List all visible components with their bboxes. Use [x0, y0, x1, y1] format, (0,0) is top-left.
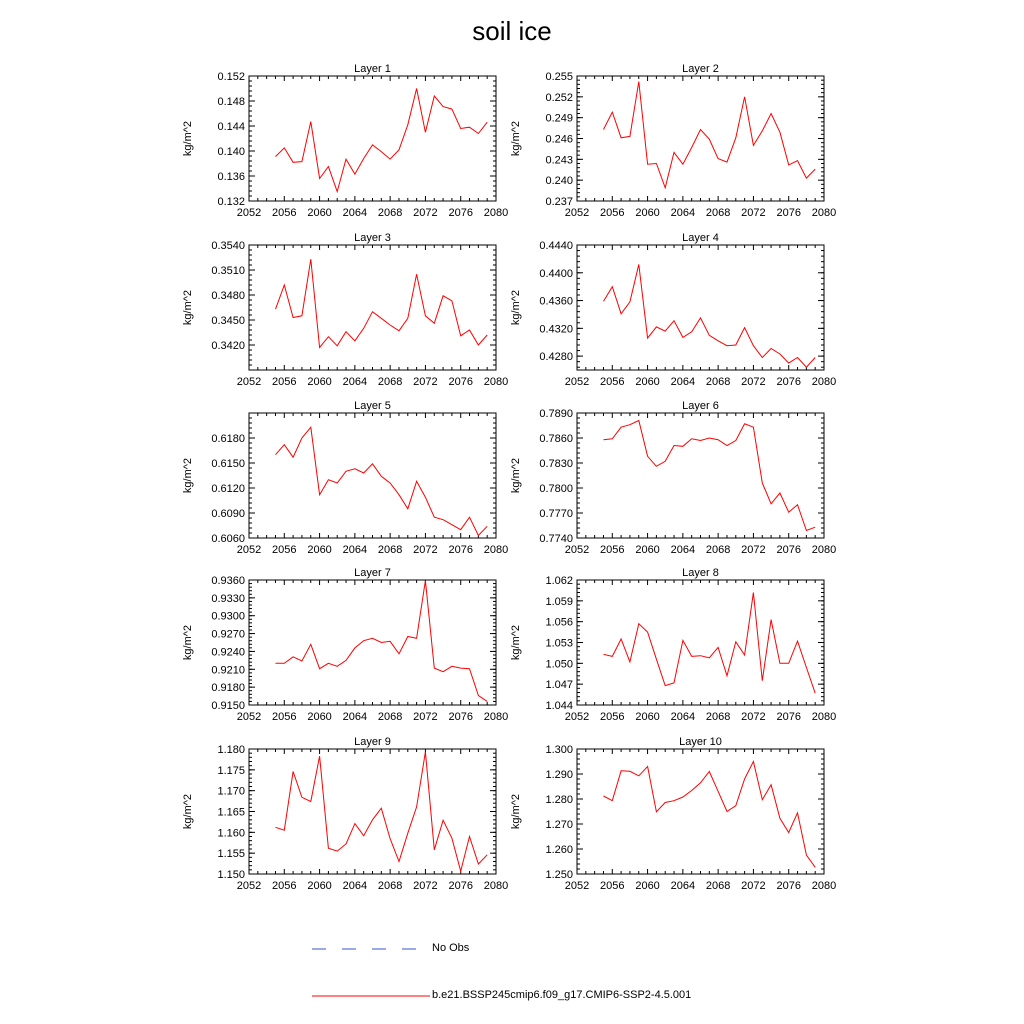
y-tick-label-10: 1.260 [545, 844, 573, 856]
plot-frame-2 [577, 76, 824, 201]
x-tick-label-6: 2052 [564, 544, 590, 556]
x-tick-label-4: 2072 [741, 376, 766, 388]
x-tick-label-3: 2080 [483, 376, 509, 388]
x-tick-label-4: 2068 [705, 376, 731, 388]
x-tick-label-8: 2060 [635, 711, 660, 723]
x-tick-label-5: 2080 [483, 544, 509, 556]
y-tick-label-2: 0.252 [545, 91, 573, 104]
y-tick-label-8: 1.056 [545, 616, 573, 629]
x-tick-label-2: 2052 [564, 207, 590, 219]
y-tick-label-7: 0.9150 [211, 700, 245, 712]
series-line-8 [604, 593, 816, 694]
y-tick-label-8: 1.053 [545, 637, 573, 650]
x-tick-label-6: 2064 [670, 544, 696, 556]
y-tick-label-8: 1.044 [545, 700, 573, 712]
chart-title-5: Layer 5 [354, 400, 391, 412]
y-tick-label-7: 0.9240 [211, 646, 245, 659]
y-axis-label-1: kg/m^2 [182, 120, 194, 157]
plot-frame-10 [577, 749, 824, 874]
y-tick-label-5: 0.6060 [211, 533, 245, 545]
series-line-4 [604, 264, 816, 367]
x-tick-label-6: 2060 [635, 544, 660, 556]
chart-title-3: Layer 3 [354, 232, 391, 244]
x-tick-label-2: 2064 [670, 207, 696, 219]
y-tick-label-8: 1.062 [545, 575, 573, 587]
chart-layer-3 [182, 232, 508, 388]
y-tick-label-7: 0.9360 [211, 575, 245, 587]
y-tick-label-9: 1.170 [217, 785, 245, 798]
y-axis-label-6: kg/m^2 [510, 457, 522, 494]
x-tick-label-1: 2060 [307, 207, 332, 219]
x-tick-label-1: 2080 [483, 207, 509, 219]
legend-item-no-obs [310, 940, 910, 960]
y-tick-label-2: 0.249 [545, 112, 573, 125]
x-tick-label-10: 2076 [776, 880, 801, 892]
x-tick-label-9: 2080 [483, 880, 509, 892]
x-tick-label-10: 2072 [741, 880, 766, 892]
x-tick-label-3: 2056 [272, 376, 297, 388]
y-tick-label-2: 0.237 [545, 196, 573, 208]
x-tick-label-3: 2068 [377, 376, 403, 388]
y-tick-label-5: 0.6150 [211, 458, 245, 470]
chart-layer-2 [510, 63, 836, 219]
legend-item-model [310, 987, 910, 1007]
x-tick-label-4: 2060 [635, 376, 660, 388]
plot-frame-9 [249, 749, 496, 874]
y-tick-label-6: 0.7800 [539, 483, 573, 495]
legend-label-model: b.e21.BSSP245cmip6.f09_g17.CMIP6-SSP2-4.5.001 [432, 989, 692, 1001]
x-tick-label-5: 2056 [272, 544, 297, 556]
y-tick-label-3: 0.3540 [211, 240, 245, 252]
chart-title-4: Layer 4 [682, 232, 719, 244]
x-tick-label-8: 2068 [705, 711, 731, 723]
series-line-9 [276, 752, 488, 871]
x-tick-label-6: 2068 [705, 544, 731, 556]
x-tick-label-6: 2076 [776, 544, 801, 556]
chart-layer-6 [510, 400, 836, 556]
x-tick-label-10: 2064 [670, 880, 696, 892]
y-axis-label-5: kg/m^2 [182, 457, 194, 494]
x-tick-label-9: 2056 [272, 880, 297, 892]
x-tick-label-7: 2056 [272, 711, 297, 723]
x-tick-label-9: 2076 [448, 880, 473, 892]
x-tick-label-10: 2080 [811, 880, 837, 892]
chart-layer-10 [510, 736, 836, 892]
y-tick-label-10: 1.300 [545, 744, 573, 756]
x-tick-label-1: 2052 [236, 207, 262, 219]
x-tick-label-2: 2056 [600, 207, 625, 219]
x-tick-label-6: 2072 [741, 544, 766, 556]
x-tick-label-8: 2076 [776, 711, 801, 723]
x-tick-label-8: 2080 [811, 711, 837, 723]
legend-solid-line-icon [310, 987, 430, 1007]
x-tick-label-7: 2080 [483, 711, 509, 723]
x-tick-label-9: 2072 [413, 880, 438, 892]
chart-title-1: Layer 1 [354, 63, 391, 75]
x-tick-label-4: 2076 [776, 376, 801, 388]
x-tick-label-9: 2064 [342, 880, 368, 892]
y-tick-label-10: 1.270 [545, 819, 573, 831]
y-axis-label-3: kg/m^2 [182, 289, 194, 326]
series-line-3 [276, 259, 488, 347]
chart-title-9: Layer 9 [354, 736, 391, 748]
x-tick-label-1: 2056 [272, 207, 297, 219]
x-tick-label-1: 2064 [342, 207, 368, 219]
y-tick-label-6: 0.7740 [539, 533, 573, 545]
y-tick-label-8: 1.047 [545, 679, 573, 692]
x-tick-label-5: 2060 [307, 544, 332, 556]
x-tick-label-6: 2080 [811, 544, 837, 556]
x-tick-label-1: 2072 [413, 207, 438, 219]
plot-frame-8 [577, 580, 824, 705]
series-line-7 [276, 581, 488, 702]
plot-frame-4 [577, 245, 824, 370]
y-tick-label-8: 1.059 [545, 595, 573, 608]
y-tick-label-2: 0.255 [545, 71, 573, 83]
y-tick-label-8: 1.050 [545, 658, 573, 671]
x-tick-label-3: 2064 [342, 376, 368, 388]
series-line-1 [276, 89, 488, 192]
x-tick-label-8: 2052 [564, 711, 590, 723]
y-axis-label-7: kg/m^2 [182, 624, 194, 661]
x-tick-label-7: 2076 [448, 711, 473, 723]
plot-frame-5 [249, 413, 496, 538]
y-tick-label-3: 0.3420 [211, 340, 245, 352]
y-tick-label-9: 1.155 [217, 848, 245, 861]
y-tick-label-2: 0.243 [545, 154, 573, 167]
legend-dashed-line-icon [310, 940, 430, 960]
y-tick-label-6: 0.7770 [539, 508, 573, 520]
y-tick-label-2: 0.246 [545, 133, 573, 146]
y-tick-label-7: 0.9180 [211, 682, 245, 695]
x-tick-label-5: 2052 [236, 544, 262, 556]
x-tick-label-10: 2052 [564, 880, 590, 892]
y-axis-label-4: kg/m^2 [510, 289, 522, 326]
series-line-5 [276, 427, 488, 535]
y-axis-label-2: kg/m^2 [510, 120, 522, 157]
y-tick-label-1: 0.148 [217, 96, 245, 108]
x-tick-label-5: 2076 [448, 544, 473, 556]
x-tick-label-10: 2060 [635, 880, 660, 892]
y-tick-label-5: 0.6120 [211, 483, 245, 495]
x-tick-label-9: 2052 [236, 880, 262, 892]
y-tick-label-5: 0.6090 [211, 508, 245, 520]
y-tick-label-1: 0.136 [217, 171, 245, 183]
y-tick-label-3: 0.3480 [211, 290, 245, 302]
y-tick-label-4: 0.4360 [539, 295, 573, 308]
y-tick-label-9: 1.175 [217, 764, 245, 777]
x-tick-label-8: 2072 [741, 711, 766, 723]
x-tick-label-7: 2060 [307, 711, 332, 723]
y-axis-label-8: kg/m^2 [510, 624, 522, 661]
y-tick-label-7: 0.9270 [211, 628, 245, 641]
chart-title-10: Layer 10 [679, 736, 722, 748]
x-tick-label-9: 2060 [307, 880, 332, 892]
y-tick-label-1: 0.132 [217, 196, 245, 208]
x-tick-label-9: 2068 [377, 880, 403, 892]
x-tick-label-10: 2068 [705, 880, 731, 892]
x-tick-label-2: 2080 [811, 207, 837, 219]
x-tick-label-7: 2064 [342, 711, 368, 723]
chart-layer-7 [182, 567, 508, 723]
legend-label-no-obs: No Obs [432, 942, 470, 954]
y-tick-label-10: 1.290 [545, 769, 573, 781]
x-tick-label-8: 2056 [600, 711, 625, 723]
y-tick-label-3: 0.3510 [211, 265, 245, 277]
x-tick-label-5: 2064 [342, 544, 368, 556]
y-tick-label-1: 0.152 [217, 71, 245, 83]
plot-frame-6 [577, 413, 824, 538]
x-tick-label-4: 2080 [811, 376, 837, 388]
y-tick-label-4: 0.4320 [539, 323, 573, 336]
y-tick-label-4: 0.4400 [539, 267, 573, 280]
x-tick-label-4: 2052 [564, 376, 590, 388]
x-tick-label-2: 2072 [741, 207, 766, 219]
x-tick-label-1: 2076 [448, 207, 473, 219]
x-tick-label-8: 2064 [670, 711, 696, 723]
y-tick-label-6: 0.7890 [539, 408, 573, 420]
y-tick-label-2: 0.240 [545, 175, 573, 188]
y-tick-label-1: 0.140 [217, 146, 245, 158]
x-tick-label-7: 2072 [413, 711, 438, 723]
chart-layer-5 [182, 400, 508, 556]
chart-layer-8 [510, 567, 836, 723]
series-line-2 [604, 82, 816, 188]
x-tick-label-4: 2064 [670, 376, 696, 388]
y-tick-label-9: 1.160 [217, 827, 245, 840]
y-tick-label-10: 1.250 [545, 869, 573, 881]
y-tick-label-9: 1.165 [217, 806, 245, 819]
x-tick-label-3: 2072 [413, 376, 438, 388]
page-title: soil ice [472, 16, 552, 46]
x-tick-label-4: 2056 [600, 376, 625, 388]
y-tick-label-7: 0.9330 [211, 592, 245, 605]
chart-title-7: Layer 7 [354, 567, 391, 579]
x-tick-label-5: 2072 [413, 544, 438, 556]
y-tick-label-1: 0.144 [217, 121, 245, 133]
chart-layer-4 [510, 232, 836, 388]
y-tick-label-7: 0.9210 [211, 664, 245, 677]
plot-frame-3 [249, 245, 496, 370]
chart-title-8: Layer 8 [682, 567, 719, 579]
y-tick-label-9: 1.150 [217, 869, 245, 881]
x-tick-label-7: 2052 [236, 711, 262, 723]
chart-title-2: Layer 2 [682, 63, 719, 75]
y-tick-label-4: 0.4440 [539, 240, 573, 252]
x-tick-label-5: 2068 [377, 544, 403, 556]
y-tick-label-7: 0.9300 [211, 610, 245, 623]
chart-layer-1 [182, 63, 508, 219]
x-tick-label-3: 2060 [307, 376, 332, 388]
y-tick-label-4: 0.4280 [539, 351, 573, 364]
y-tick-label-9: 1.180 [217, 744, 245, 756]
x-tick-label-3: 2052 [236, 376, 262, 388]
x-tick-label-2: 2068 [705, 207, 731, 219]
x-tick-label-3: 2076 [448, 376, 473, 388]
series-line-10 [604, 762, 816, 868]
x-tick-label-2: 2076 [776, 207, 801, 219]
x-tick-label-10: 2056 [600, 880, 625, 892]
y-tick-label-5: 0.6180 [211, 433, 245, 445]
y-tick-label-10: 1.280 [545, 794, 573, 806]
y-axis-label-10: kg/m^2 [510, 793, 522, 830]
x-tick-label-6: 2056 [600, 544, 625, 556]
y-tick-label-6: 0.7830 [539, 458, 573, 470]
y-tick-label-3: 0.3450 [211, 315, 245, 327]
x-tick-label-2: 2060 [635, 207, 660, 219]
plot-frame-1 [249, 76, 496, 201]
chart-layer-9 [182, 736, 508, 892]
y-axis-label-9: kg/m^2 [182, 793, 194, 830]
series-line-6 [604, 421, 816, 531]
chart-title-6: Layer 6 [682, 400, 719, 412]
x-tick-label-7: 2068 [377, 711, 403, 723]
plot-frame-7 [249, 580, 496, 705]
x-tick-label-1: 2068 [377, 207, 403, 219]
y-tick-label-6: 0.7860 [539, 433, 573, 445]
